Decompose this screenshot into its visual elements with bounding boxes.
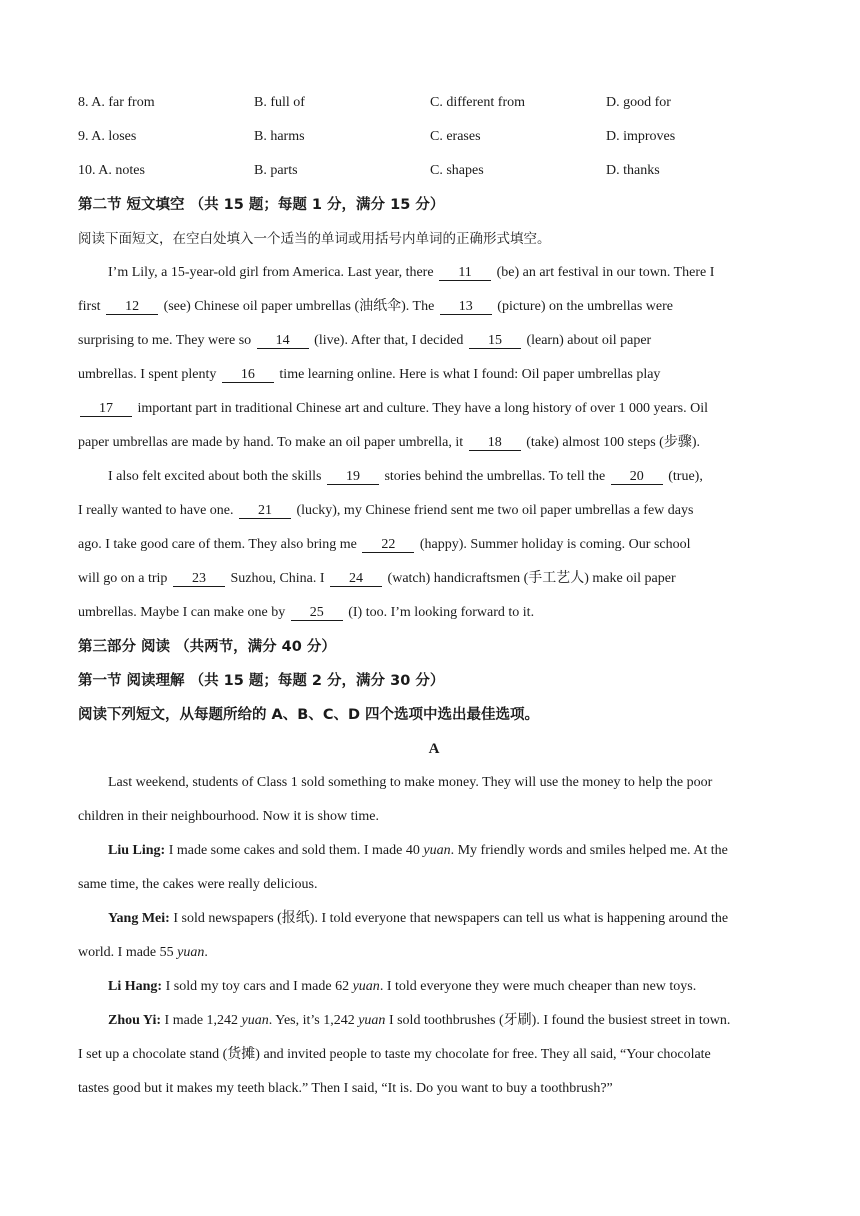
passage-text: I’m Lily, a 15-year-old girl from America. Last year, there — [108, 265, 438, 280]
passage-text: important part in traditional Chinese art and culture. They have a long history of over 1 000 years. Oil — [134, 401, 708, 416]
section-instruction: 阅读下列短文，从每题所给的 A、B、C、D 四个选项中选出最佳选项。 — [78, 707, 540, 723]
fill-in-passage — [78, 256, 790, 630]
passage-text: (live). After that, I decided — [310, 333, 467, 348]
answer-blank[interactable]: 20 — [611, 470, 663, 485]
passage-text: (take) almost 100 steps (步骤). — [522, 435, 700, 450]
passage-text: (be) an art festival in our town. There I — [493, 265, 715, 280]
part-heading: 第三部分 阅读 （共两节，满分 40 分） — [78, 639, 336, 655]
question-row-8 — [78, 86, 790, 120]
passage-text: will go on a trip — [78, 571, 171, 586]
paragraph-line: Last weekend, students of Class 1 sold something to make money. They will use the money to help the poor — [108, 775, 713, 790]
passage-text: (learn) about oil paper — [522, 333, 652, 348]
section-instruction: 阅读下面短文，在空白处填入一个适当的单词或用括号内单词的正确形式填空。 — [78, 231, 551, 247]
paragraph-line — [78, 596, 790, 630]
answer-blank[interactable]: 21 — [239, 504, 291, 519]
speaker-name: Yang Mei: — [108, 911, 170, 926]
paragraph-line — [78, 256, 790, 290]
question-row-10 — [78, 154, 790, 188]
answer-blank[interactable]: 12 — [106, 300, 158, 315]
option-d: D. improves — [606, 129, 676, 144]
paragraph-line: world. I made 55 yuan. — [78, 945, 208, 960]
question-row-9 — [78, 120, 790, 154]
speaker-name: Li Hang: — [108, 979, 163, 994]
passage-text: surprising to me. They were so — [78, 333, 255, 348]
option-d: D. thanks — [606, 163, 660, 178]
passage-text: (see) Chinese oil paper umbrellas (油纸伞). The — [160, 299, 438, 314]
answer-blank[interactable]: 22 — [362, 538, 414, 553]
speaker-name: Liu Ling: — [108, 843, 166, 858]
passage-text: time learning online. Here is what I found: Oil paper umbrellas play — [275, 367, 661, 382]
answer-blank[interactable]: 14 — [257, 334, 309, 349]
passage-text: Suzhou, China. I — [226, 571, 329, 586]
passage-text: (picture) on the umbrellas were — [493, 299, 673, 314]
paragraph-line: children in their neighbourhood. Now it is show time. — [78, 809, 379, 824]
paragraph-line: same time, the cakes were really delicious. — [78, 877, 318, 892]
paragraph-line — [78, 324, 790, 358]
option-c: C. different from — [430, 95, 525, 110]
passage-text: umbrellas. Maybe I can make one by — [78, 605, 289, 620]
passage-text: (I) too. I’m looking forward to it. — [344, 605, 535, 620]
option-b: B. harms — [254, 129, 305, 144]
passage-label: A — [428, 741, 440, 757]
paragraph-line — [78, 392, 790, 426]
answer-blank[interactable]: 16 — [222, 368, 274, 383]
reading-passage — [78, 766, 790, 1106]
answer-blank[interactable]: 11 — [439, 266, 491, 281]
paragraph-line — [78, 460, 790, 494]
passage-text: (watch) handicraftsmen (手工艺人) make oil paper — [384, 571, 676, 586]
passage-text: I also felt excited about both the skills — [108, 469, 325, 484]
passage-text: paper umbrellas are made by hand. To make an oil paper umbrella, it — [78, 435, 467, 450]
paragraph-line — [78, 494, 790, 528]
option-a: 10. A. notes — [78, 163, 145, 178]
answer-blank[interactable]: 24 — [330, 572, 382, 587]
paragraph-line — [78, 562, 790, 596]
answer-blank[interactable]: 13 — [440, 300, 492, 315]
paragraph-line: Zhou Yi: I made 1,242 yuan. Yes, it’s 1,242 yuan I sold toothbrushes (牙刷). I found the busiest street in town. — [108, 1013, 731, 1028]
choice-questions — [78, 86, 790, 188]
passage-text: umbrellas. I spent plenty — [78, 367, 220, 382]
paragraph-line — [78, 290, 790, 324]
paragraph-line: Li Hang: I sold my toy cars and I made 62 yuan. I told everyone they were much cheaper than new toys. — [108, 979, 697, 994]
paragraph-line: tastes good but it makes my teeth black.” Then I said, “It is. Do you want to buy a toothbrush?” — [78, 1081, 613, 1096]
paragraph-line — [78, 358, 790, 392]
answer-blank[interactable]: 18 — [469, 436, 521, 451]
paragraph-line: I set up a chocolate stand (货摊) and invited people to taste my chocolate for free. They all said, “Your chocolate — [78, 1047, 711, 1062]
passage-text: (true), — [664, 469, 703, 484]
option-a: 9. A. loses — [78, 129, 137, 144]
answer-blank[interactable]: 19 — [327, 470, 379, 485]
option-c: C. erases — [430, 129, 481, 144]
answer-blank[interactable]: 23 — [173, 572, 225, 587]
section-heading: 第一节 阅读理解 （共 15 题；每题 2 分，满分 30 分） — [78, 673, 445, 689]
speaker-name: Zhou Yi: — [108, 1013, 162, 1028]
exam-page — [78, 86, 790, 1106]
passage-text: first — [78, 299, 105, 314]
answer-blank[interactable]: 17 — [80, 402, 132, 417]
answer-blank[interactable]: 15 — [469, 334, 521, 349]
section-heading: 第二节 短文填空 （共 15 题；每题 1 分，满分 15 分） — [78, 197, 445, 213]
option-d: D. good for — [606, 95, 671, 110]
option-c: C. shapes — [430, 163, 484, 178]
passage-text: stories behind the umbrellas. To tell the — [380, 469, 609, 484]
paragraph-line: Yang Mei: I sold newspapers (报纸). I told everyone that newspapers can tell us what is happening around the — [108, 911, 729, 926]
passage-text: I really wanted to have one. — [78, 503, 237, 518]
answer-blank[interactable]: 25 — [291, 606, 343, 621]
option-b: B. parts — [254, 163, 298, 178]
paragraph-line: Liu Ling: I made some cakes and sold them. I made 40 yuan. My friendly words and smiles helped me. At the — [108, 843, 728, 858]
passage-text: (happy). Summer holiday is coming. Our school — [416, 537, 691, 552]
paragraph-line — [78, 426, 790, 460]
paragraph-line — [78, 528, 790, 562]
passage-text: (lucky), my Chinese friend sent me two oil paper umbrellas a few days — [293, 503, 694, 518]
option-a: 8. A. far from — [78, 95, 155, 110]
passage-text: ago. I take good care of them. They also bring me — [78, 537, 361, 552]
option-b: B. full of — [254, 95, 305, 110]
